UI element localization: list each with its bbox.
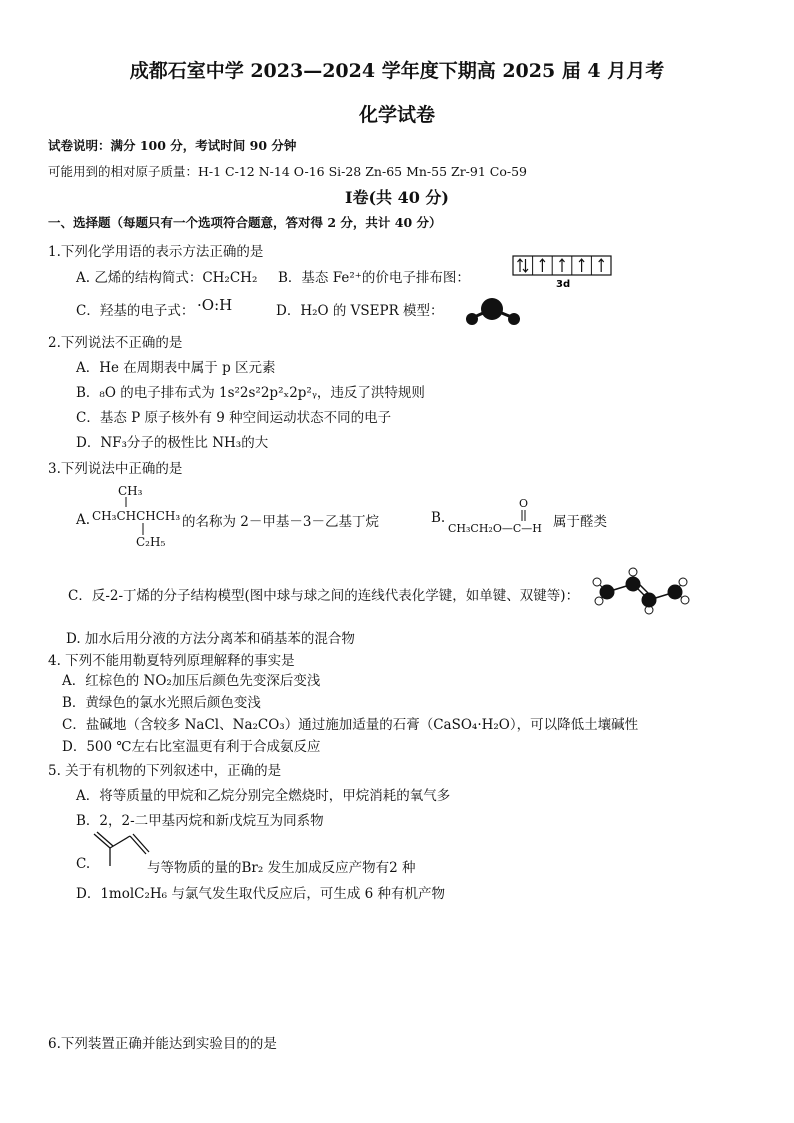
q3-a-ethyl-branch: C₂H₅ <box>136 535 166 549</box>
q5-option-d: D．1molC₂H₆ 与氯气发生取代反应后，可生成 6 种有机产物 <box>76 886 446 902</box>
q1-option-a: A. 乙烯的结构简式：CH₂CH₂ <box>76 270 258 286</box>
q4-stem: 4. 下列不能用勒夏特列原理解释的事实是 <box>48 653 295 669</box>
q5-option-b: B．2，2-二甲基丙烷和新戊烷互为同系物 <box>76 813 324 829</box>
exam-note: 试卷说明：满分 100 分，考试时间 90 分钟 <box>48 138 297 153</box>
q2-option-a: A．He 在周期表中属于 p 区元素 <box>76 360 276 376</box>
q5-option-c: 与等物质的量的Br₂ 发生加成反应产物有2 种 <box>147 860 416 876</box>
q3-a-bond-down <box>142 523 146 535</box>
q3-a-methyl-branch: CH₃ <box>118 484 143 498</box>
q3-option-c: C．反-2-丁烯的分子结构模型(图中球与球之间的连线代表化学键，如单键、双键等)： <box>68 588 580 604</box>
q5-stem: 5. 关于有机物的下列叙述中，正确的是 <box>48 763 282 779</box>
q6-stem: 6.下列装置正确并能达到实验目的的是 <box>48 1036 277 1052</box>
q4-option-c: C．盐碱地（含较多 NaCl、Na₂CO₃）通过施加适量的石膏（CaSO₄·H₂O），可以降低土壤碱性 <box>62 717 639 733</box>
section-title: Ⅰ卷(共 40 分) <box>344 188 450 207</box>
orbital-label: 3d <box>556 279 571 290</box>
section-instructions: 一、选择题（每题只有一个选项符合题意，答对得 2 分，共计 40 分） <box>48 215 442 230</box>
q1-option-c: C．羟基的电子式： <box>76 303 195 319</box>
q3-a-main-chain: CH₃CHCHCH₃ <box>92 509 181 523</box>
q3-option-a-text: 的名称为 2－甲基－3－乙基丁烷 <box>182 514 379 530</box>
water-vsepr-model <box>462 296 524 328</box>
q3-option-b-text: 属于醛类 <box>553 514 607 530</box>
orbital-diagram <box>513 256 613 292</box>
q4-option-a: A．红棕色的 NO₂加压后颜色先变深后变浅 <box>62 673 321 689</box>
hydroxyl-electron-formula: ·O:H <box>197 296 233 314</box>
q3-a-bond-up <box>125 497 129 507</box>
q3-option-d: D. 加水后用分液的方法分离苯和硝基苯的混合物 <box>66 631 355 647</box>
exam-subtitle: 化学试卷 <box>358 104 435 126</box>
q3-b-double-bond <box>521 510 527 522</box>
q2-option-d: D．NF₃分子的极性比 NH₃的大 <box>76 435 269 451</box>
q4-option-b: B．黄绿色的氯水光照后颜色变浅 <box>62 695 261 711</box>
atomic-masses: 可能用到的相对原子质量：H-1 C-12 N-14 O-16 Si-28 Zn-65 Mn-55 Zr-91 Co-59 <box>48 164 528 179</box>
q1-option-d: D．H₂O 的 VSEPR 模型： <box>276 303 444 319</box>
q2-option-c: C．基态 P 原子核外有 9 种空间运动状态不同的电子 <box>76 410 392 426</box>
q1-option-b: B．基态 Fe²⁺的价电子排布图： <box>278 270 470 286</box>
q3-b-carbonyl-o: O <box>519 497 529 510</box>
q3-option-a-prefix: A. <box>76 512 91 528</box>
q3-b-formula: CH₃CH₂O—C—H <box>448 522 542 535</box>
q2-option-b: B．₈O 的电子排布式为 1s²2s²2p²ₓ2p²ᵧ，违反了洪特规则 <box>76 385 425 401</box>
q5-option-c-prefix: C. <box>76 856 91 872</box>
q4-option-d: D．500 ℃左右比室温更有利于合成氨反应 <box>62 739 321 755</box>
q5-option-a: A．将等质量的甲烷和乙烷分别完全燃烧时，甲烷消耗的氧气多 <box>76 788 451 804</box>
q1-stem: 1.下列化学用语的表示方法正确的是 <box>48 244 264 260</box>
q3-stem: 3.下列说法中正确的是 <box>48 461 183 477</box>
trans-2-butene-model <box>591 568 691 612</box>
exam-title: 成都石室中学 2023—2024 学年度下期高 2025 届 4 月月考 <box>129 60 665 82</box>
q3-option-b-prefix: B. <box>431 510 446 526</box>
isoprene-skeletal-structure <box>92 832 150 868</box>
q2-stem: 2.下列说法不正确的是 <box>48 335 183 351</box>
